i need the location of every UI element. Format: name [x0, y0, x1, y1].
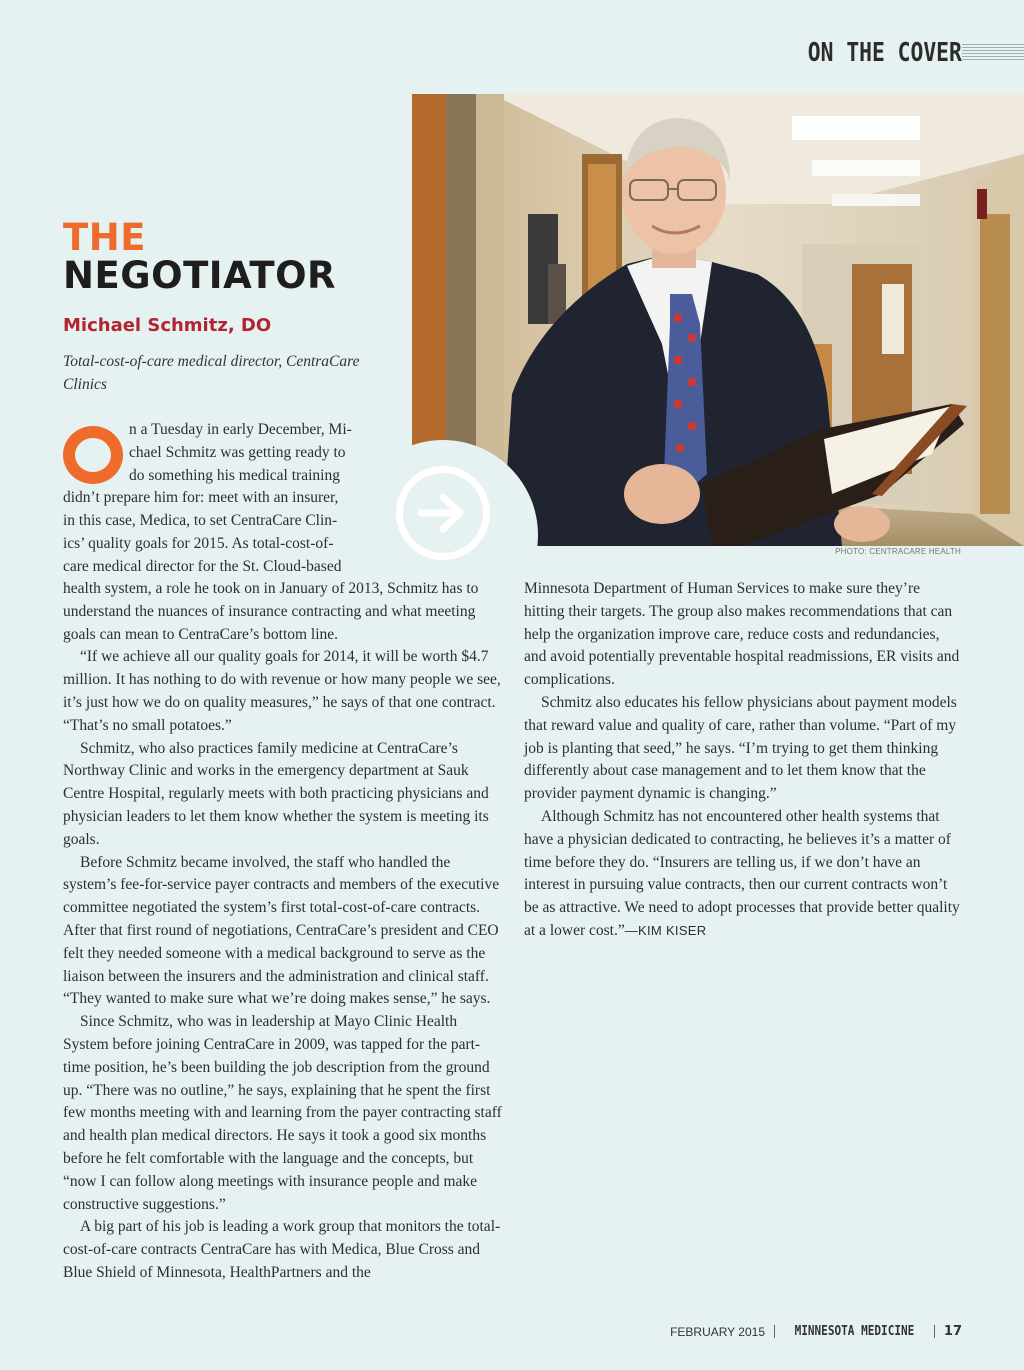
paragraph [524, 806, 964, 943]
column-left [63, 578, 503, 1285]
paragraph: Before Schmitz became involved, the staff who handled the system’s fee-for-service payer contracts and members of the executive committee negotiated the system’s first total-cost-of-care contracts. After that first round of negotiations, CentraCare’s president and CEO felt they needed someone with a medical background to serve as the liaison between the insurers and the administration and clinical staff. “They wanted to make sure what we’re doing makes sense,” he says. [63, 853, 500, 1008]
paragraph: Schmitz, who also practices family medicine at CentraCare’s Northway Clinic and works in the emergency department at Sauk Centre Hospital, regularly meets with both practicing physicians and physician leaders to let them know whether the system is meeting its goals. [63, 739, 489, 848]
section-stripes [962, 44, 1024, 62]
paragraph: A big part of his job is leading a work group that monitors the total-cost-of-care contracts CentraCare has with Medica, Blue Cross and Blue Shield of Minnesota, HealthPartners and the [63, 1218, 501, 1281]
paragraph: “If we achieve all our quality goals for 2014, it will be worth $4.7 million. It has nothing to do with revenue or how many people we see, it’s just how we do on quality measures,” he says of that one contract. “That’s no small potatoes.” [63, 648, 501, 734]
paragraph: Minnesota Department of Human Services to make sure they’re hitting their targets. The group also makes recommendations that can help the organization improve care, reduce costs and redundancies, and avoid potentially preventable hospital readmissions, ER visits and complications. [524, 580, 960, 689]
footer-divider [934, 1325, 935, 1338]
footer-divider [774, 1325, 775, 1338]
intro-line: n a Tuesday in early December, Mi- [129, 421, 352, 438]
article-headline: NEGOTIATOR [63, 254, 337, 297]
issue-date: FEBRUARY 2015 [670, 1324, 766, 1339]
intro-line: chael Schmitz was getting ready to [129, 443, 346, 461]
photo-credit: PHOTO: CENTRACARE HEALTH [835, 547, 961, 556]
paragraph: Since Schmitz, who was in leadership at Mayo Clinic Health System before joining CentraCare in 2009, was tapped for the part-time position, he’s been building the job description from the ground up. “There was no outline,” he says, explaining that he spent the first few months meeting with and learning from the payer contracting staff and health plan medical directors. He says it took a good six months before he felt comfortable with the language and the concepts, but “now I can follow along meetings with insurance people and make constructive suggestions.” [63, 1013, 502, 1213]
author-signoff: —KIM KISER [624, 922, 707, 938]
article-role: Total-cost-of-care medical director, CentraCare Clinics [63, 353, 360, 393]
intro-line: ics’ quality goals for 2015. As total-cost-of- [63, 534, 334, 552]
drop-cap-o-icon [63, 423, 129, 485]
intro-line: in this case, Medica, to set CentraCare Clin- [63, 512, 338, 530]
page-number: 17 [943, 1324, 962, 1339]
paragraph-text: Although Schmitz has not encountered other health systems that have a physician dedicated to contracting, he believes it’s a matter of time before they do. “Insurers are telling us, if we don’t have an interest in pursuing value contracts, then our current contracts won’t be as attractive. We need to adopt processes that provide better quality at a lower cost.” [524, 807, 960, 939]
intro-line: didn’t prepare him for: meet with an insurer, [63, 489, 339, 507]
intro-line: care medical director for the St. Cloud-based [63, 557, 342, 575]
column-right [524, 578, 964, 943]
paragraph: Schmitz also educates his fellow physicians about payment models that reward value and quality of care, rather than volume. “Part of my job is planting that seed,” he says. “I’m trying to get them thinking differently about case management and to let them know that the provider payment dynamic is changing.” [524, 693, 957, 803]
page-footer [670, 1324, 962, 1339]
article-byline: Michael Schmitz, DO [63, 315, 272, 336]
paragraph: health system, a role he took on in January of 2013, Schmitz has to understand the nuances of insurance contracting and what meeting goals can mean to CentraCare’s bottom line. [63, 580, 479, 643]
arrow-circle-icon [396, 466, 490, 560]
intro-line: do something his medical training [129, 466, 340, 484]
column-intro [63, 419, 365, 579]
article-kicker: THE [63, 216, 146, 259]
magazine-name: MINNESOTA MEDICINE [794, 1324, 915, 1339]
section-label: ON THE COVER [807, 38, 962, 68]
